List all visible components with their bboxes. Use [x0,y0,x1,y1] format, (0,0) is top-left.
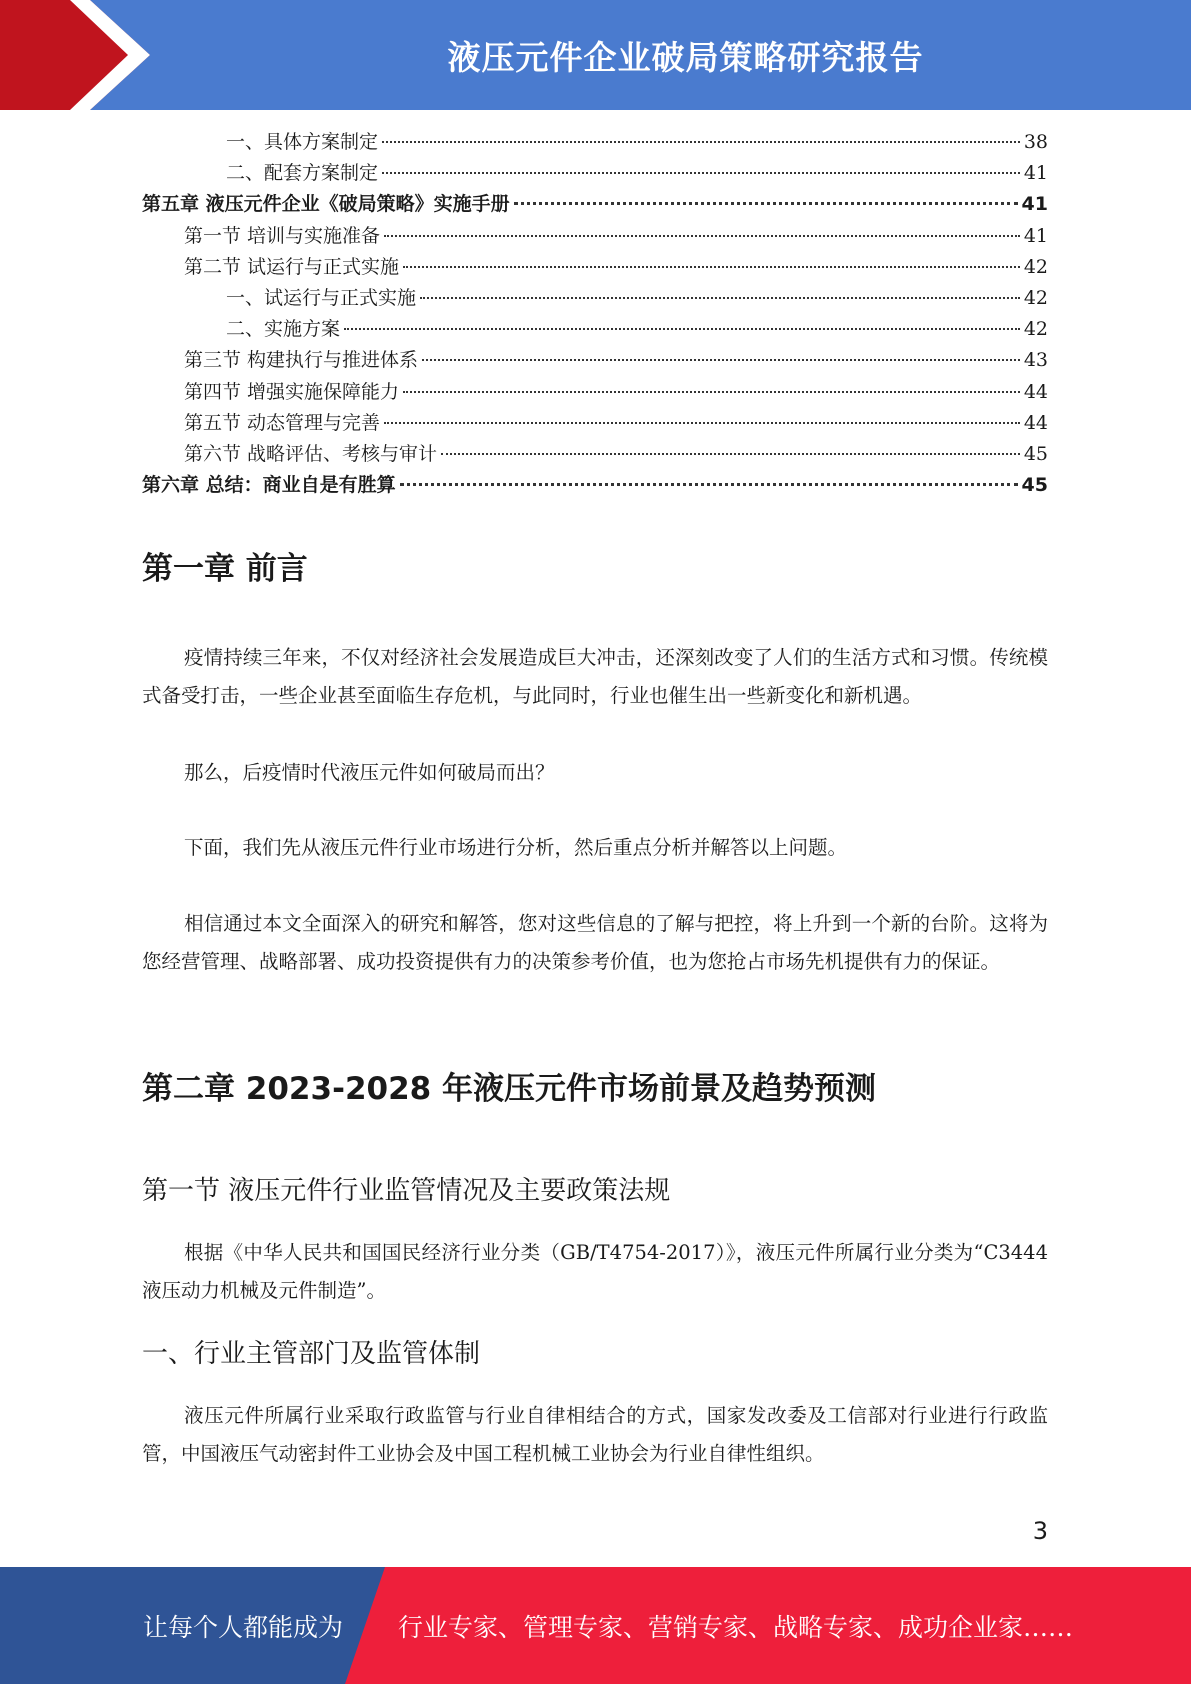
toc-leader-dots [384,422,1020,424]
footer-slogan-right: 行业专家、管理专家、营销专家、战略专家、成功企业家…… [398,1612,1074,1642]
toc-label: 第六章 总结：商业自是有胜算 [142,474,396,497]
chapter-1-paragraph: 下面，我们先从液压元件行业市场进行分析，然后重点分析并解答以上问题。 [184,836,848,859]
toc-entry-chapter[interactable] [142,470,1048,501]
toc-label: 第三节 构建执行与推进体系 [184,349,419,372]
header-arrow-graphic [0,0,200,110]
toc-entry[interactable] [142,252,1048,283]
toc-leader-dots [403,266,1020,268]
toc-label: 二、配套方案制定 [226,162,379,185]
toc-page: 42 [1023,255,1048,278]
chapter-2-paragraph: 液压元件所属行业采取行政监管与行业自律相结合的方式，国家发改委及工信部对行业进行行政监管，中国液压气动密封件工业协会及中国工程机械工业协会为行业自律性组织。 [142,1404,1048,1465]
toc-entry[interactable] [142,158,1048,189]
toc-leader-dots [403,391,1020,393]
toc-entry[interactable] [142,439,1048,470]
toc-leader-dots [400,483,1018,486]
page-header [0,0,1191,110]
toc-entry-chapter[interactable] [142,189,1048,220]
toc-entry[interactable] [142,377,1048,408]
toc-label: 第五章 液压元件企业《破局策略》实施手册 [142,193,510,216]
toc-label: 第一节 培训与实施准备 [184,224,381,247]
toc-label: 一、具体方案制定 [226,131,379,153]
toc-page: 45 [1021,474,1048,497]
toc-entry[interactable] [142,345,1048,376]
toc-page: 45 [1023,442,1048,465]
toc-leader-dots [344,328,1020,330]
toc-label: 第二节 试运行与正式实施 [184,255,400,278]
toc-label: 一、试运行与正式实施 [226,286,417,309]
toc-page: 42 [1023,318,1048,341]
chapter-1-paragraph: 疫情持续三年来，不仅对经济社会发展造成巨大冲击，还深刻改变了人们的生活方式和习惯。传统模式备受打击，一些企业甚至面临生存危机，与此同时，行业也催生出一些新变化和新机遇。 [142,646,1048,707]
toc-label: 第五节 动态管理与完善 [184,411,381,434]
subsection-heading: 一、行业主管部门及监管体制 [142,1339,481,1369]
header-title: 液压元件企业破局策略研究报告 [447,37,924,77]
toc-entry[interactable] [142,127,1048,158]
chapter-1-paragraph: 那么，后疫情时代液压元件如何破局而出？ [184,761,555,784]
footer-slogan-left: 让每个人都能成为 [143,1612,344,1642]
page-number: 3 [1032,1517,1048,1545]
toc-entry[interactable] [142,221,1048,252]
toc-label: 二、实施方案 [226,318,341,341]
chapter-1-heading: 第一章 前言 [142,551,308,587]
table-of-contents [142,127,1048,501]
toc-page: 44 [1023,411,1048,434]
chapter-2-heading: 第二章 2023-2028 年液压元件市场前景及趋势预测 [142,1071,877,1107]
toc-page: 41 [1021,193,1048,216]
toc-entry[interactable] [142,283,1048,314]
toc-leader-dots [422,359,1020,361]
toc-label: 第四节 增强实施保障能力 [184,380,400,403]
toc-leader-dots [441,453,1020,455]
toc-leader-dots [382,141,1020,143]
toc-page: 43 [1023,349,1048,372]
chapter-1-paragraph: 相信通过本文全面深入的研究和解答，您对这些信息的了解与把控，将上升到一个新的台阶。这将为您经营管理、战略部署、成功投资提供有力的决策参考价值，也为您抢占市场先机提供有力的保证。 [142,912,1048,973]
page-footer [0,1567,1191,1684]
toc-entry[interactable] [142,314,1048,345]
toc-leader-dots [382,172,1020,174]
toc-page: 42 [1023,286,1048,309]
toc-leader-dots [384,235,1020,237]
toc-page: 44 [1023,380,1048,403]
chapter-2-paragraph: 根据《中华人民共和国国民经济行业分类（GB/T4754-2017）》，液压元件所属行业分类为“C3444 液压动力机械及元件制造”。 [142,1241,1048,1302]
toc-leader-dots [514,202,1018,205]
toc-page: 41 [1023,162,1048,185]
toc-leader-dots [420,297,1020,299]
section-1-heading: 第一节 液压元件行业监管情况及主要政策法规 [142,1176,671,1206]
toc-entry[interactable] [142,408,1048,439]
toc-page: 41 [1023,224,1048,247]
toc-label: 第六节 战略评估、考核与审计 [184,442,438,465]
toc-page: 38 [1023,131,1048,153]
